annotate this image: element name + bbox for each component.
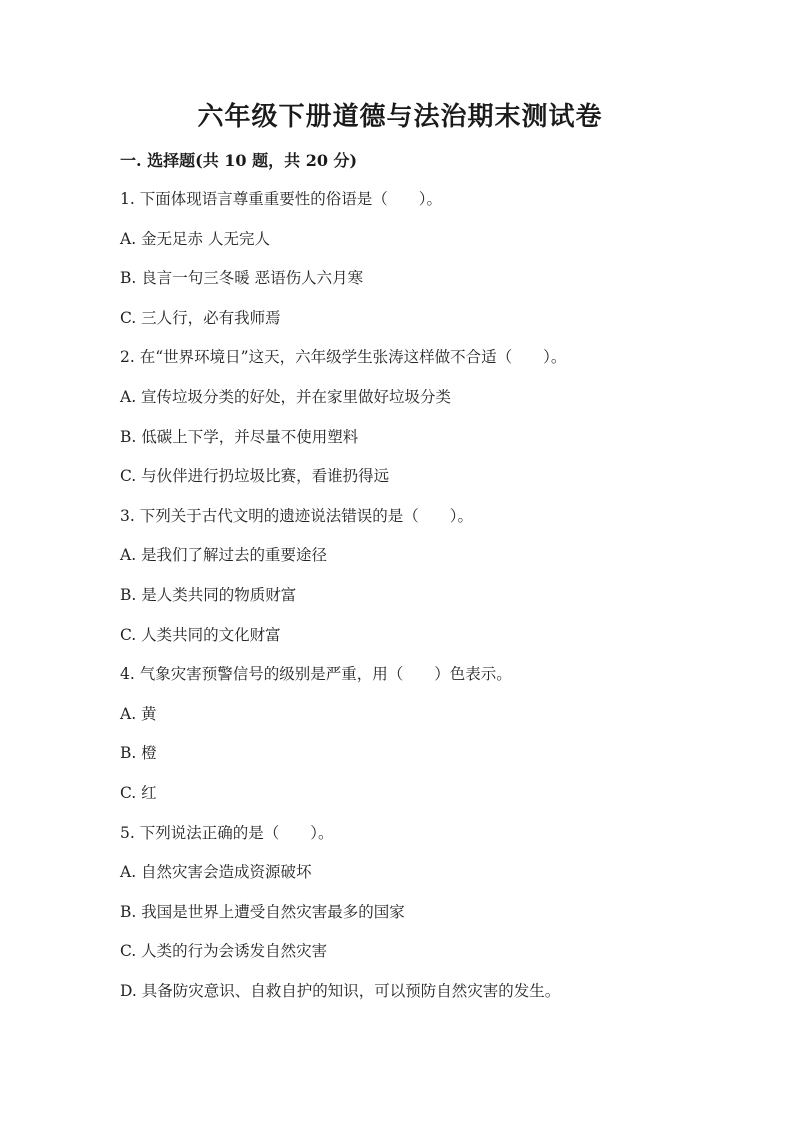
question-1-option-b: B. 良言一句三冬暖 恶语伤人六月寒	[120, 269, 364, 288]
question-5-option-b: B. 我国是世界上遭受自然灾害最多的国家	[120, 902, 405, 921]
question-list	[120, 188, 720, 1019]
question-1-stem: 1. 下面体现语言尊重重要性的俗语是（ ）。	[120, 190, 442, 208]
question-3-option-c: C. 人类共同的文化财富	[120, 625, 281, 644]
question-5-option-a: A. 自然灾害会造成资源破坏	[120, 863, 312, 882]
question-4-option-b: B. 橙	[120, 744, 157, 763]
question-3-option-a: A. 是我们了解过去的重要途径	[120, 546, 328, 565]
question-1-option-a: A. 金无足赤 人无完人	[120, 229, 270, 248]
question-3-option-b: B. 是人类共同的物质财富	[120, 585, 297, 604]
question-2-option-c: C. 与伙伴进行扔垃圾比赛，看谁扔得远	[120, 467, 390, 486]
page-title: 六年级下册道德与法治期末测试卷	[197, 102, 603, 132]
question-2-stem: 2. 在“世界环境日”这天，六年级学生张涛这样做不合适（ ）。	[120, 348, 567, 367]
question-4-option-a: A. 黄	[120, 704, 157, 723]
question-2-option-b: B. 低碳上下学，并尽量不使用塑料	[120, 427, 359, 446]
question-4-option-c: C. 红	[120, 783, 157, 802]
question-5-option-d: D. 具备防灾意识、自救自护的知识，可以预防自然灾害的发生。	[120, 981, 561, 1000]
question-1-option-c: C. 三人行，必有我师焉	[120, 308, 281, 327]
question-4-stem: 4. 气象灾害预警信号的级别是严重，用（ ）色表示。	[120, 665, 512, 684]
question-5-option-c: C. 人类的行为会诱发自然灾害	[120, 942, 328, 961]
question-3-stem: 3. 下列关于古代文明的遗迹说法错误的是（ ）。	[120, 506, 473, 525]
question-2-option-a: A. 宣传垃圾分类的好处，并在家里做好垃圾分类	[120, 387, 452, 406]
question-5-stem: 5. 下列说法正确的是（ ）。	[120, 823, 334, 842]
section-heading: 一. 选择题(共 10 题，共 20 分)	[120, 151, 358, 170]
